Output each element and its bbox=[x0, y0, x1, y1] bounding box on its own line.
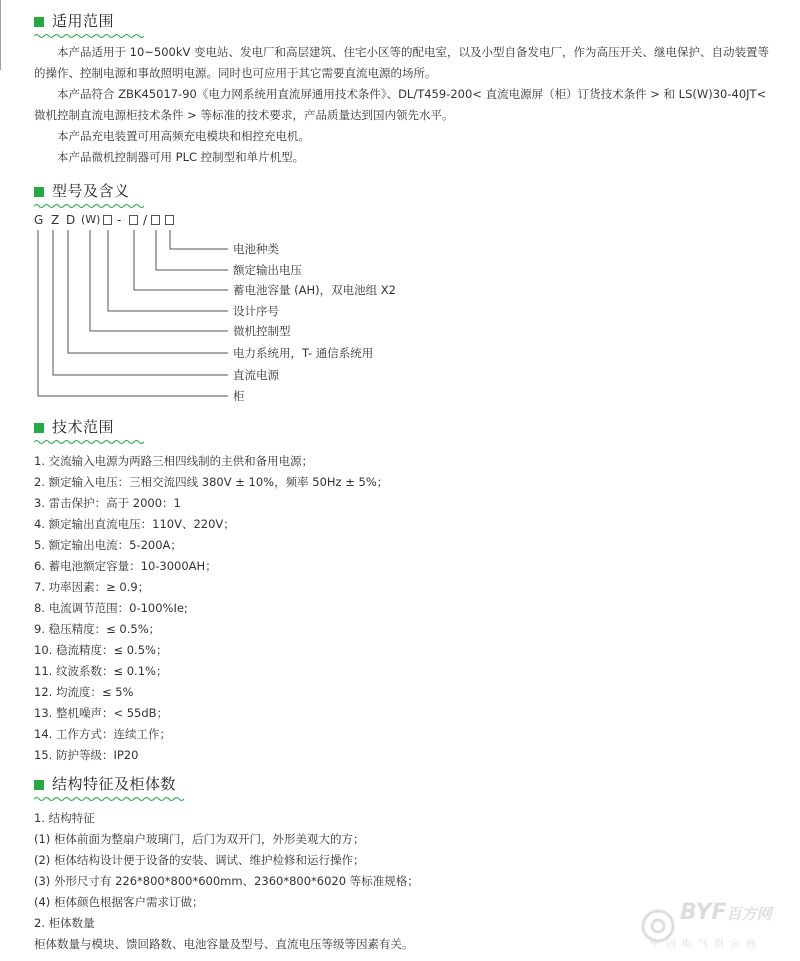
model-meaning-capacity: 蓄电池容量 (AH)，双电池组 X2 bbox=[233, 283, 396, 297]
list-item: (4) 柜体颜色根据客户需求订做； bbox=[34, 895, 204, 909]
list-item: (3) 外形尺寸有 226*800*800*600mm、2360*800*6020 等标准规格； bbox=[34, 874, 419, 888]
model-meaning-dc-source: 直流电源 bbox=[233, 368, 279, 382]
list-item: (1) 柜体前面为整扇户玻璃门，后门为双开门，外形美观大的方； bbox=[34, 832, 365, 846]
list-item: 8. 电流调节范围：0-100%Ie; bbox=[34, 601, 188, 615]
scope-paragraph: 本产品微机控制器可用 PLC 控制型和单片机型。 bbox=[57, 150, 305, 164]
code-char-d: D bbox=[66, 213, 76, 227]
section-title-scope: 适用范围 bbox=[52, 12, 115, 30]
section-title-model: 型号及含义 bbox=[52, 182, 130, 200]
tech-list bbox=[34, 451, 388, 766]
code-dash: - bbox=[117, 213, 122, 227]
watermark-brand-latin: BYF bbox=[680, 900, 727, 925]
watermark-tagline: 中国电气供应商 bbox=[650, 939, 762, 950]
structure-list bbox=[34, 808, 419, 955]
model-meaning-battery-type: 电池种类 bbox=[233, 242, 279, 256]
scope-paragraph: 本产品充电装置可用高频充电模块和相控充电机。 bbox=[57, 129, 310, 143]
list-item: 1. 交流输入电源为两路三相四线制的主供和备用电源； bbox=[34, 454, 314, 468]
code-char-g: G bbox=[34, 213, 44, 227]
list-item: 11. 纹波系数：≤ 0.1%； bbox=[34, 664, 168, 678]
section-bullet-icon bbox=[34, 423, 44, 433]
list-item: 1. 结构特征 bbox=[34, 811, 95, 825]
list-item: 5. 额定输出电流：5-200A； bbox=[34, 538, 182, 552]
code-char-z: Z bbox=[51, 213, 60, 227]
list-item: 15. 防护等级：IP20 bbox=[34, 748, 139, 762]
model-meaning-design-no: 设计序号 bbox=[233, 304, 279, 318]
watermark-brand-cn: 百方网 bbox=[726, 905, 772, 923]
list-item: 2. 柜体数量 bbox=[34, 916, 95, 930]
wavy-underline bbox=[34, 796, 186, 802]
model-meaning-power-system: 电力系统用，T- 通信系统用 bbox=[233, 346, 374, 360]
list-item: 12. 均流度：≤ 5% bbox=[34, 685, 134, 699]
list-item: 2. 额定输入电压：三相交流四线 380V ± 10%，频率 50Hz ± 5%； bbox=[34, 475, 389, 489]
section-title-structure: 结构特征及柜体数 bbox=[52, 775, 177, 793]
scope-paragraph: 本产品适用于 10~500kV 变电站、发电厂和高层建筑、住宅小区等的配电室，以及小型自备发电厂，作为高压开关、继电保护、自动装置等的操作、控制电源和事故照明电源。同时也可应用于其它需要直流电源的场所。 bbox=[34, 45, 770, 80]
list-item: 9. 稳压精度：≤ 0.5%； bbox=[34, 622, 161, 636]
list-item: 13. 整机噪声：< 55dB； bbox=[34, 706, 169, 720]
model-meaning-microcomputer: 微机控制型 bbox=[233, 324, 291, 338]
model-meaning-rated-voltage: 额定输出电压 bbox=[233, 263, 302, 277]
watermark-brand bbox=[680, 900, 772, 925]
section-bullet-icon bbox=[34, 780, 44, 790]
code-slash: / bbox=[143, 213, 148, 227]
list-item: 10. 稳流精度：≤ 0.5%； bbox=[34, 643, 168, 657]
scope-paragraph: 本产品符合 ZBK45017-90《电力网系统用直流屏通用技术条件》、DL/T459-200< 直流电源屏（柜）订货技术条件 > 和 LS(W)30-40JT< 微机控制直流电源柜技术条件 > 等标准的技术要求，产品质量达到国内领先水平。 bbox=[34, 87, 767, 122]
model-meaning-cabinet: 柜 bbox=[233, 389, 245, 403]
section-title-tech: 技术范围 bbox=[52, 418, 115, 436]
list-item: 4. 额定输出直流电压：110V、220V； bbox=[34, 517, 235, 531]
list-item: (2) 柜体结构设计便于设备的安装、调试、维护检修和运行操作； bbox=[34, 853, 365, 867]
list-item: 14. 工作方式：连续工作； bbox=[34, 727, 171, 741]
list-item: 6. 蓄电池额定容量：10-3000AH； bbox=[34, 559, 217, 573]
list-item: 3. 雷击保护：高于 2000：1 bbox=[34, 496, 181, 510]
model-connector-lines bbox=[0, 0, 800, 420]
list-item: 柜体数量与模块、馈回路数、电池容量及型号、直流电压等级等因素有关。 bbox=[34, 937, 414, 951]
list-item: 7. 功率因素：≥ 0.9； bbox=[34, 580, 150, 594]
wavy-underline bbox=[34, 439, 144, 445]
code-char-w: (W) bbox=[81, 213, 101, 226]
